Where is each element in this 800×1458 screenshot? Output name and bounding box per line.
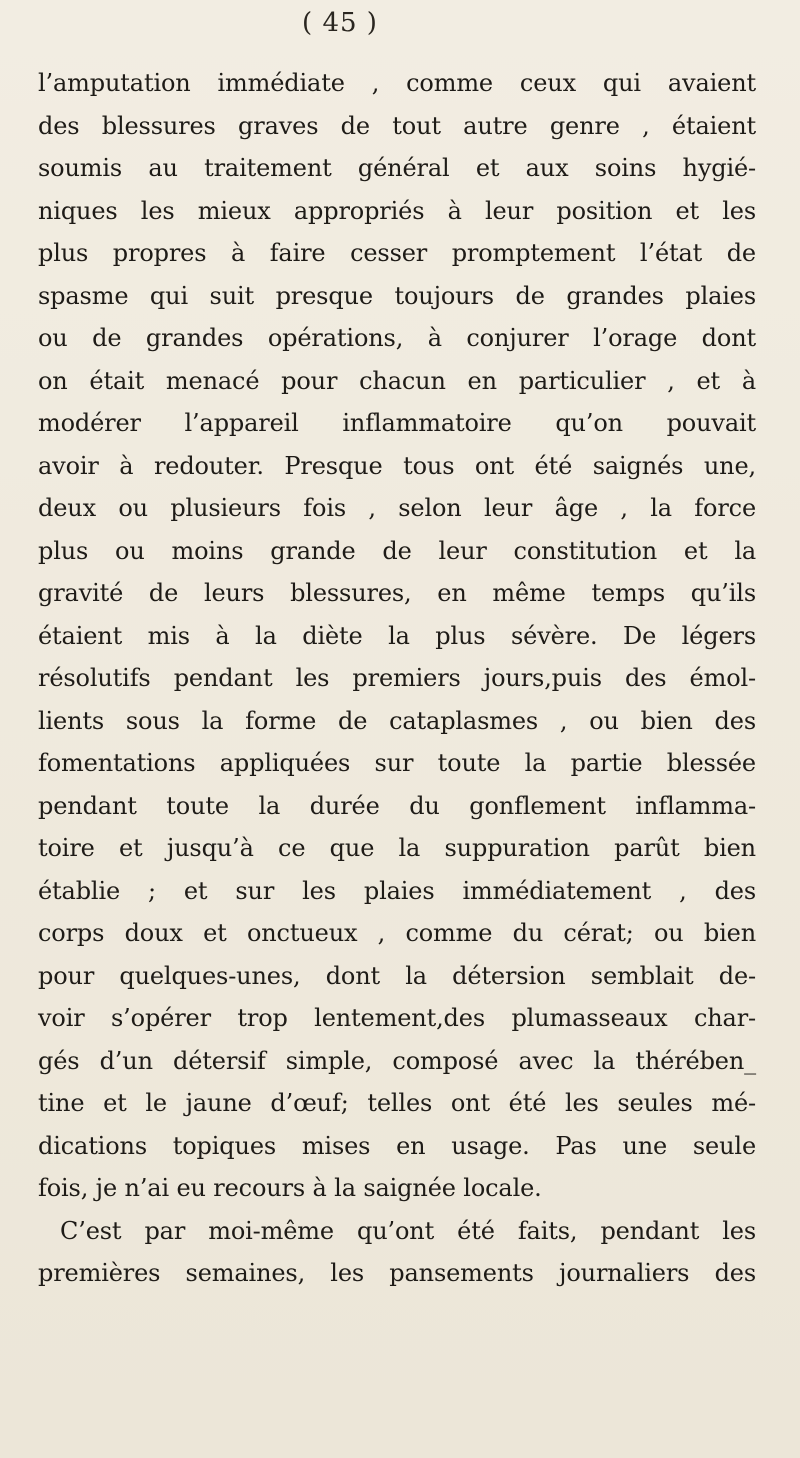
text-line: toire et jusqu’à ce que la suppuration parût bien bbox=[38, 834, 756, 862]
text-line: pendant toute la durée du gonflement inflamma- bbox=[38, 791, 756, 820]
text-line: étaient mis à la diète la plus sévère. De légers bbox=[38, 621, 756, 650]
text-line: pour quelques-unes, dont la détersion semblait de- bbox=[38, 961, 756, 990]
body-text bbox=[38, 62, 756, 1295]
text-line: gés d’un détersif simple, composé avec la thérében_ bbox=[38, 1046, 756, 1075]
page-number: ( 45 ) bbox=[302, 8, 378, 38]
text-line: établie ; et sur les plaies immédiatement , des bbox=[38, 876, 756, 905]
text-line: modérer l’appareil inflammatoire qu’on pouvait bbox=[38, 409, 756, 437]
text-line: des blessures graves de tout autre genre , étaient bbox=[38, 111, 756, 140]
text-line: soumis au traitement général et aux soins hygié- bbox=[38, 154, 756, 182]
text-line: lients sous la forme de cataplasmes , ou bien des bbox=[38, 706, 756, 735]
text-line: fois, je n’ai eu recours à la saignée locale. bbox=[38, 1174, 542, 1202]
text-line: on était menacé pour chacun en particulier , et à bbox=[38, 366, 756, 395]
text-line: plus ou moins grande de leur constitution et la bbox=[38, 536, 756, 565]
text-line: C’est par moi-même qu’ont été faits, pendant les bbox=[60, 1216, 756, 1245]
text-line: corps doux et onctueux , comme du cérat; ou bien bbox=[38, 919, 756, 947]
text-line: plus propres à faire cesser promptement l’état de bbox=[38, 239, 756, 267]
text-line: niques les mieux appropriés à leur position et les bbox=[38, 196, 756, 225]
text-line: spasme qui suit presque toujours de grandes plaies bbox=[38, 281, 756, 310]
text-line: dications topiques mises en usage. Pas une seule bbox=[38, 1131, 756, 1160]
text-line: voir s’opérer trop lentement,des plumasseaux char- bbox=[38, 1004, 756, 1032]
text-line: l’amputation immédiate , comme ceux qui avaient bbox=[38, 69, 756, 97]
text-line: tine et le jaune d’œuf; telles ont été les seules mé- bbox=[38, 1089, 756, 1117]
text-line: résolutifs pendant les premiers jours,puis des émol- bbox=[38, 664, 756, 692]
text-line: premières semaines, les pansements journaliers des bbox=[38, 1259, 756, 1287]
text-line: deux ou plusieurs fois , selon leur âge , la force bbox=[38, 494, 756, 522]
text-line: fomentations appliquées sur toute la partie blessée bbox=[38, 749, 756, 777]
text-line: ou de grandes opérations, à conjurer l’orage dont bbox=[38, 324, 756, 352]
text-line: avoir à redouter. Presque tous ont été saignés une, bbox=[38, 451, 756, 480]
text-line: gravité de leurs blessures, en même temps qu’ils bbox=[38, 579, 756, 607]
